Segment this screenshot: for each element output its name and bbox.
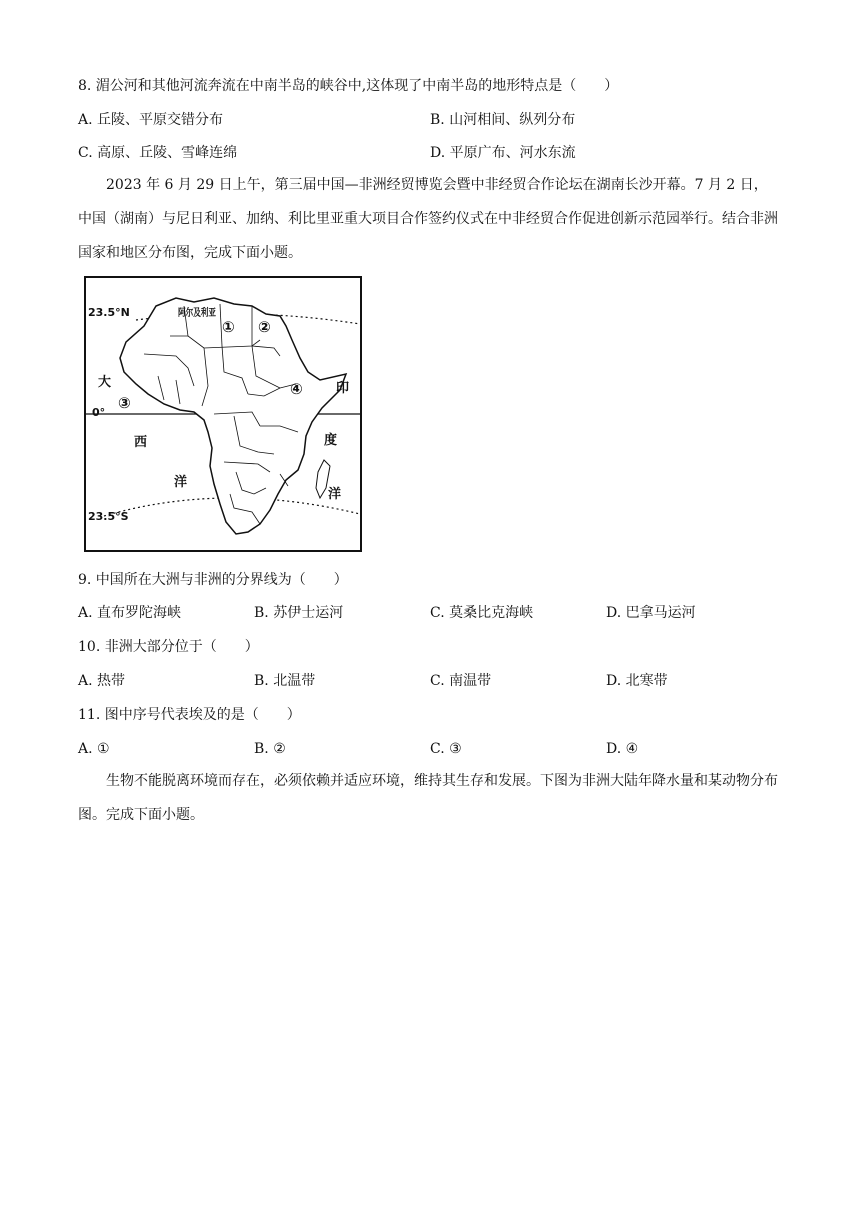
lat-label-north: 23.5°N <box>88 306 130 319</box>
lat-label-equator: 0° <box>92 406 106 419</box>
algeria-label: 阿尔及利亚 <box>178 308 228 319</box>
question-11-stem: 11. 图中序号代表埃及的是（ ） <box>78 707 301 723</box>
africa-map <box>84 276 364 554</box>
ocean-label-du: 度 <box>324 433 338 448</box>
lat-label-south: 23.5°S <box>88 510 129 523</box>
question-8-stem: 8. 湄公河和其他河流奔流在中南半岛的峡谷中,这体现了中南半岛的地形特点是（ ） <box>78 78 619 94</box>
question-9-stem: 9. 中国所在大洲与非洲的分界线为（ ） <box>78 572 348 588</box>
ocean-label-yang-atlantic: 洋 <box>174 475 188 490</box>
q9-option-a[interactable]: A. 直布罗陀海峡 <box>78 605 182 621</box>
ocean-label-yang-indian: 洋 <box>328 487 342 502</box>
q8-option-b[interactable]: B. 山河相间、纵列分布 <box>430 112 576 128</box>
ocean-label-da: 大 <box>98 375 112 390</box>
intro-paragraph-1: 2023 年 6 月 29 日上午，第三届中国—非洲经贸博览会暨中非经贸合作论坛在湖南长沙开幕。7 月 2 日，中国（湖南）与尼日利亚、加纳、利比里亚重大项目合作签约仪式在中非经贸合作促进创新示范园举行。结合非洲国家和地区分布图，完成下面小题。 <box>78 177 778 261</box>
q8-option-a[interactable]: A. 丘陵、平原交错分布 <box>78 112 224 128</box>
q11-option-d[interactable]: D. ④ <box>606 741 639 757</box>
q9-option-b[interactable]: B. 苏伊士运河 <box>254 605 344 621</box>
q9-option-d[interactable]: D. 巴拿马运河 <box>606 605 696 621</box>
ocean-label-yin: 印 <box>336 381 350 396</box>
q8-option-c[interactable]: C. 高原、丘陵、雪峰连绵 <box>78 145 238 161</box>
intro-paragraph-2: 生物不能脱离环境而存在，必须依赖并适应环境，维持其生存和发展。下图为非洲大陆年降水量和某动物分布图。完成下面小题。 <box>78 773 778 823</box>
ocean-label-xi: 西 <box>134 435 148 450</box>
q10-option-a[interactable]: A. 热带 <box>78 673 126 689</box>
q11-option-b[interactable]: B. ② <box>254 741 286 757</box>
map-marker-4: ④ <box>290 380 303 398</box>
map-marker-2: ② <box>258 318 271 336</box>
q9-option-c[interactable]: C. 莫桑比克海峡 <box>430 605 534 621</box>
q11-option-a[interactable]: A. ① <box>78 741 110 757</box>
q10-option-c[interactable]: C. 南温带 <box>430 673 492 689</box>
q10-option-b[interactable]: B. 北温带 <box>254 673 316 689</box>
question-10-stem: 10. 非洲大部分位于（ ） <box>78 639 259 655</box>
q10-option-d[interactable]: D. 北寒带 <box>606 673 668 689</box>
q11-option-c[interactable]: C. ③ <box>430 741 462 757</box>
q8-option-d[interactable]: D. 平原广布、河水东流 <box>430 145 576 161</box>
map-marker-3: ③ <box>118 394 131 412</box>
map-marker-1: ① <box>222 318 235 336</box>
